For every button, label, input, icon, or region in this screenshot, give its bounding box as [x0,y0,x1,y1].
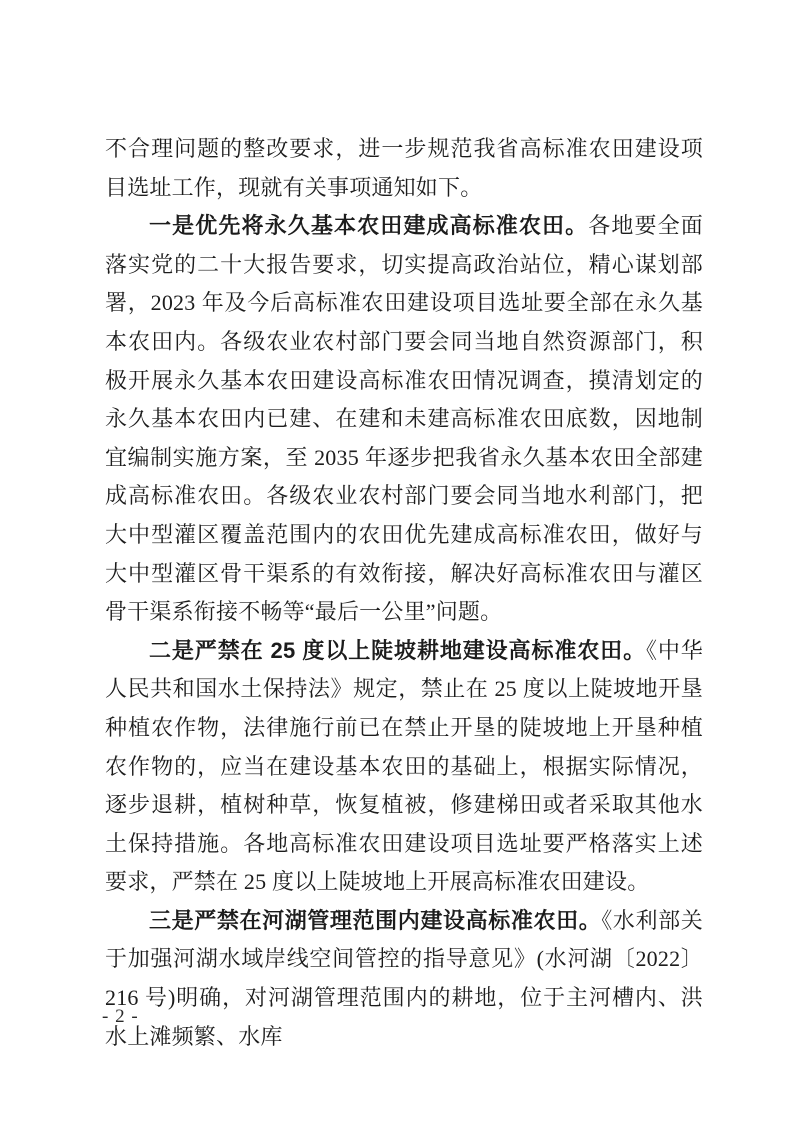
paragraph-intro: 不合理问题的整改要求，进一步规范我省高标准农田建设项目选址工作，现就有关事项通知如下。 [105,136,703,200]
paragraph-two-lead: 二是严禁在 25 度以上陡坡耕地建设高标准农田。 [149,637,646,663]
paragraph-one [105,207,703,632]
document-body [105,130,703,1056]
paragraph-one-lead: 一是优先将永久基本农田建成高标准农田。 [149,213,589,239]
paragraph-three-lead: 三是严禁在河湖管理范围内建设高标准农田。 [149,907,602,933]
page-number: - 2 - [102,1006,139,1027]
paragraph-two-body: 《中华人民共和国水土保持法》规定，禁止在 25 度以上陡坡地开垦种植农作物，法律施行前已在禁止开垦的陡坡地上开垦种植农作物的，应当在建设基本农田的基础上，根据实际情况，逐步退耕，植树种草，恢复植被，修建梯田或者采取其他水土保持措施。各地高标准农田建设项目选址要严格落实上述要求，严禁在 25 度以上陡坡地上开展高标准农田建设。 [105,637,703,895]
paragraph-one-body: 各地要全面落实党的二十大报告要求，切实提高政治站位，精心谋划部署，2023 年及今后高标准农田建设项目选址要全部在永久基本农田内。各级农业农村部门要会同当地自然资源部门，积极开展永久基本农田建设高标准农田情况调查，摸清划定的永久基本农田内已建、在建和未建高标准农田底数，因地制宜编制实施方案，至 2035 年逐步把我省永久基本农田全部建成高标准农田。各级农业农村部门要会同当地水利部门，把大中型灌区覆盖范围内的农田优先建成高标准农田，做好与大中型灌区骨干渠系的有效衔接，解决好高标准农田与灌区骨干渠系衔接不畅等“最后一公里”问题。 [105,213,703,625]
paragraph-two [105,632,703,902]
paragraph-three-body: 《水利部关于加强河湖水域岸线空间管控的指导意见》(水河湖〔2022〕216 号)明确，对河湖管理范围内的耕地，位于主河槽内、洪水上滩频繁、水库 [105,907,703,1049]
paragraph-three [105,902,703,1056]
